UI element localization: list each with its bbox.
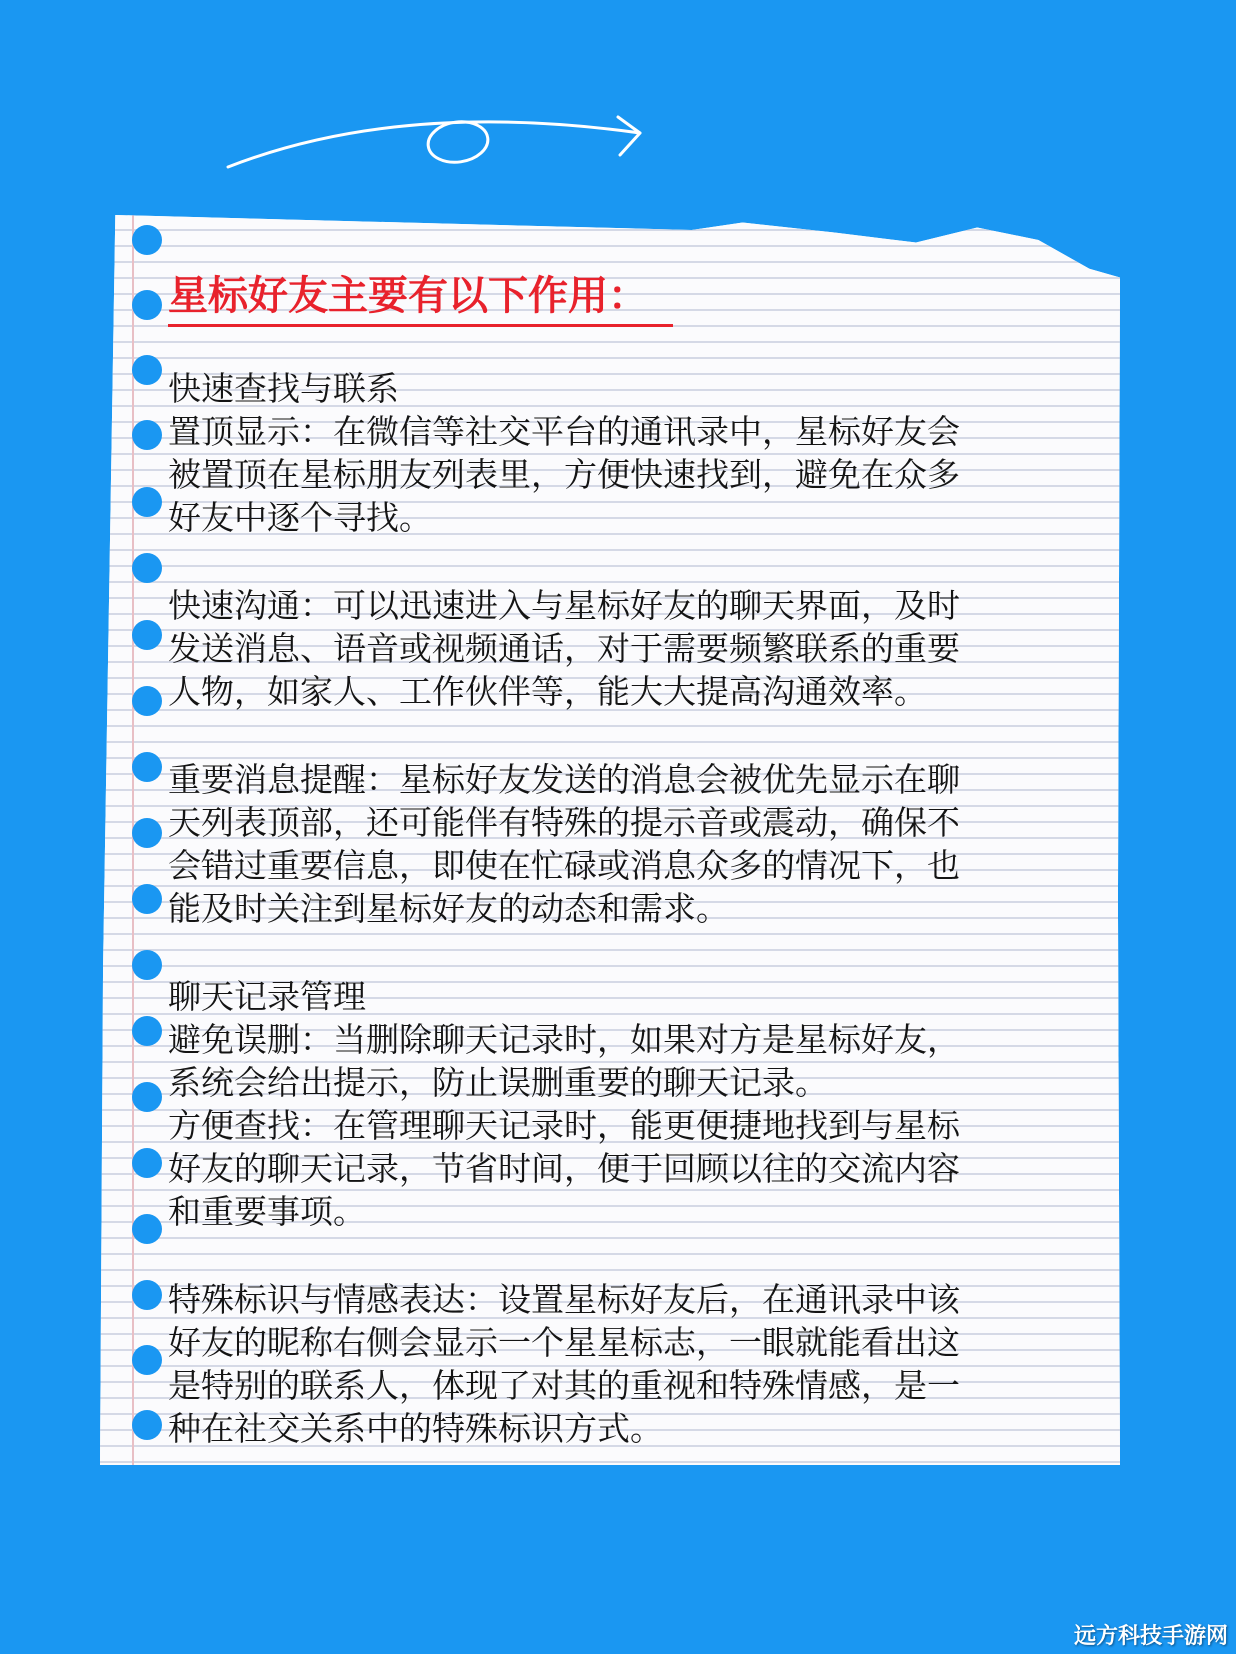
binder-hole bbox=[132, 1345, 162, 1375]
binder-hole bbox=[132, 1410, 162, 1440]
section-quick-communication bbox=[168, 584, 1048, 713]
section-special-mark bbox=[168, 1278, 1048, 1450]
binder-hole bbox=[132, 290, 162, 320]
text-line: 被置顶在星标朋友列表里，方便快速找到，避免在众多 bbox=[168, 455, 960, 494]
section-title: 聊天记录管理 bbox=[168, 977, 366, 1016]
section-message-reminder bbox=[168, 758, 1048, 930]
text-line: 避免误删：当删除聊天记录时，如果对方是星标好友， bbox=[168, 1020, 960, 1059]
text-line: 置顶显示：在微信等社交平台的通讯录中，星标好友会 bbox=[168, 412, 960, 451]
text-line: 是特别的联系人，体现了对其的重视和特殊情感，是一 bbox=[168, 1366, 960, 1405]
text-line: 发送消息、语音或视频通话，对于需要频繁联系的重要 bbox=[168, 629, 960, 668]
text-line: 快速沟通：可以迅速进入与星标好友的聊天界面，及时 bbox=[168, 586, 960, 625]
section-title: 快速查找与联系 bbox=[168, 369, 399, 408]
binder-hole bbox=[132, 884, 162, 914]
binder-hole bbox=[132, 1082, 162, 1112]
binder-hole bbox=[132, 752, 162, 782]
section-chat-history bbox=[168, 975, 1048, 1233]
text-line: 好友的昵称右侧会显示一个星星标志，一眼就能看出这 bbox=[168, 1323, 960, 1362]
text-line: 会错过重要信息，即使在忙碌或消息众多的情况下，也 bbox=[168, 846, 960, 885]
binder-hole bbox=[132, 1148, 162, 1178]
text-line: 天列表顶部，还可能伴有特殊的提示音或震动，确保不 bbox=[168, 803, 960, 842]
text-line: 好友的聊天记录，节省时间，便于回顾以往的交流内容 bbox=[168, 1149, 960, 1188]
binder-hole bbox=[132, 950, 162, 980]
section-quick-contact bbox=[168, 367, 1048, 539]
binder-hole bbox=[132, 487, 162, 517]
binder-hole bbox=[132, 1280, 162, 1310]
binder-hole bbox=[132, 686, 162, 716]
text-line: 系统会给出提示，防止误删重要的聊天记录。 bbox=[168, 1063, 828, 1102]
binder-hole bbox=[132, 225, 162, 255]
text-line: 方便查找：在管理聊天记录时，能更便捷地找到与星标 bbox=[168, 1106, 960, 1145]
decorative-arrow bbox=[220, 105, 700, 195]
text-line: 重要消息提醒：星标好友发送的消息会被优先显示在聊 bbox=[168, 760, 960, 799]
binder-hole bbox=[132, 553, 162, 583]
page-title: 星标好友主要有以下作用： bbox=[168, 268, 673, 327]
text-line: 和重要事项。 bbox=[168, 1192, 366, 1231]
binder-hole bbox=[132, 818, 162, 848]
watermark: 远方科技手游网 bbox=[1073, 1624, 1228, 1649]
text-line: 特殊标识与情感表达：设置星标好友后，在通讯录中该 bbox=[168, 1280, 960, 1319]
text-line: 人物，如家人、工作伙伴等，能大大提高沟通效率。 bbox=[168, 672, 927, 711]
note-content bbox=[168, 268, 1048, 1450]
binder-hole bbox=[132, 620, 162, 650]
text-line: 好友中逐个寻找。 bbox=[168, 498, 432, 537]
binder-hole bbox=[132, 355, 162, 385]
binder-hole bbox=[132, 1214, 162, 1244]
binder-hole bbox=[132, 420, 162, 450]
text-line: 能及时关注到星标好友的动态和需求。 bbox=[168, 889, 729, 928]
text-line: 种在社交关系中的特殊标识方式。 bbox=[168, 1409, 663, 1448]
binder-hole bbox=[132, 1016, 162, 1046]
